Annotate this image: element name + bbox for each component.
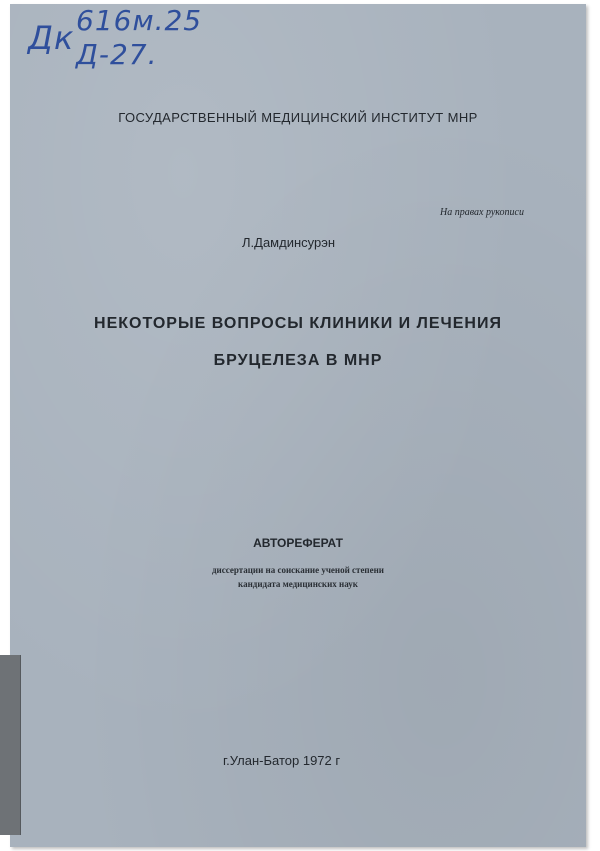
handwritten-mark: Дк <box>28 19 75 57</box>
book-cover <box>10 4 586 847</box>
document-type: АВТОРЕФЕРАТ <box>253 536 343 550</box>
title-line-2: БРУЦЕЛЕЗА В МНР <box>213 352 383 369</box>
description-line-2: кандидата медицинских наук <box>238 579 358 589</box>
institute-heading: ГОСУДАРСТВЕННЫЙ МЕДИЦИНСКИЙ ИНСТИТУТ МНР <box>118 110 478 125</box>
title-line-1: НЕКОТОРЫЕ ВОПРОСЫ КЛИНИКИ И ЛЕЧЕНИЯ <box>94 315 502 332</box>
handwritten-call-number <box>76 4 202 72</box>
rights-note: На правах рукописи <box>440 207 524 218</box>
place-year: г.Улан-Батор 1972 г <box>223 753 341 768</box>
call-number-line-2: Д-27. <box>76 38 158 71</box>
call-number-line-1: 616м.25 <box>76 4 203 37</box>
author-name: Л.Дамдинсурэн <box>242 235 336 250</box>
library-tab <box>0 655 21 835</box>
description-line-1: диссертации на соискание ученой степени <box>212 565 384 575</box>
